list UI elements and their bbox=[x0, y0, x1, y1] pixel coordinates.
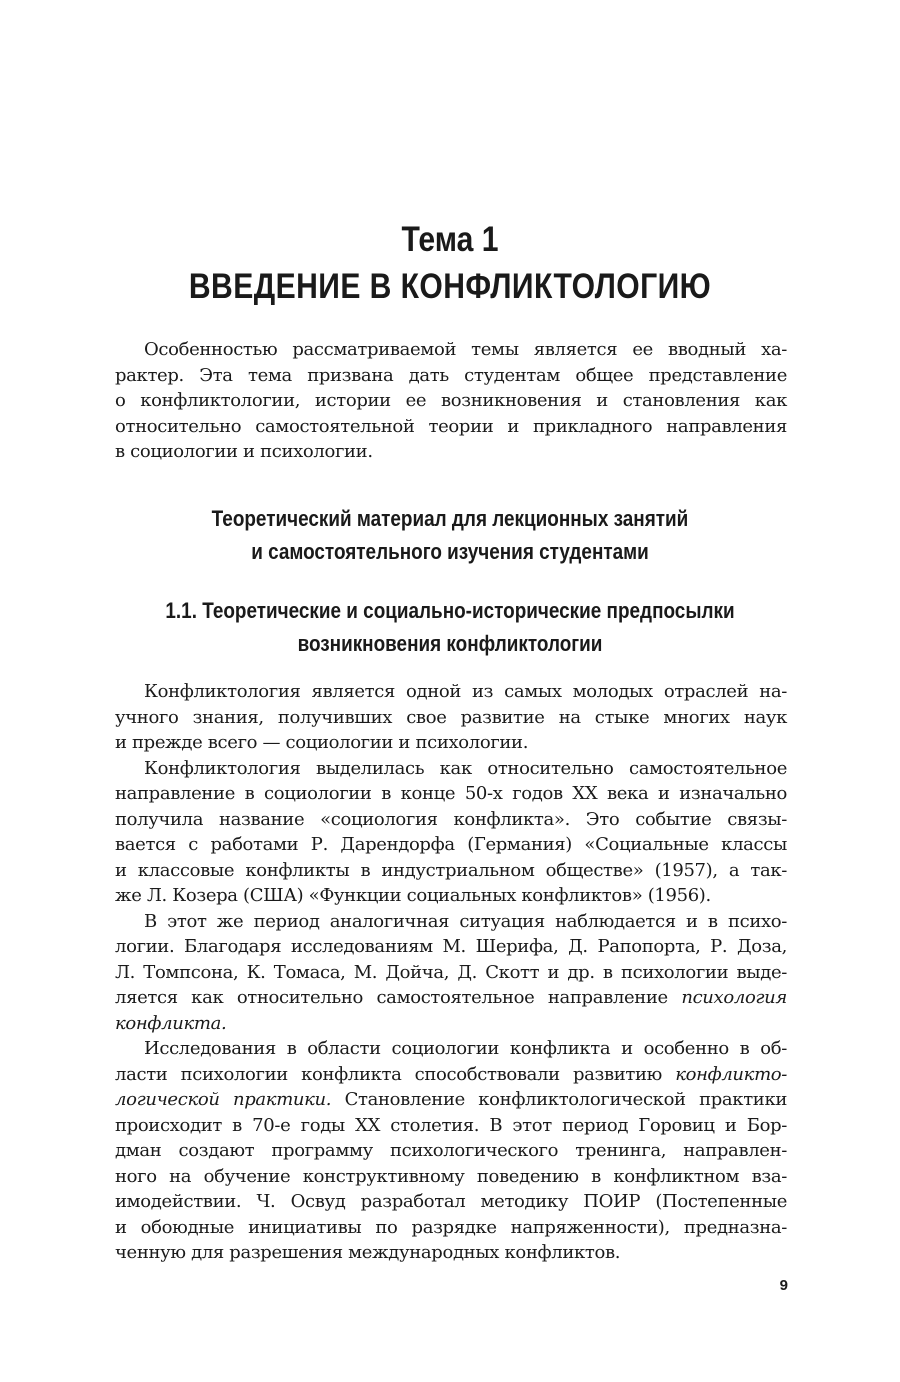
text-segment: ляется как относительно самостоятельное направление bbox=[115, 987, 668, 1008]
text-line bbox=[115, 985, 787, 1011]
text-line: Конфликтология выделилась как относительно самостоятельное bbox=[144, 757, 787, 779]
text-line: вается с работами Р. Дарендорфа (Германия) «Социальные классы bbox=[115, 834, 787, 855]
text-line: В этот же период аналогичная ситуация наблюдается и в психо- bbox=[144, 910, 787, 932]
text-line: Исследования в области социологии конфликта и особенно в об- bbox=[144, 1038, 787, 1059]
text-line bbox=[115, 1062, 787, 1088]
italic-term: конфликто- bbox=[675, 1063, 788, 1085]
section-heading-line2: и самостоятельного изучения студентами bbox=[251, 539, 649, 564]
text-line: же Л. Козера (США) «Функции социальных конфликтов» (1956). bbox=[115, 885, 711, 906]
text-line: Особенностью рассматриваемой темы является ее вводный ха- bbox=[144, 339, 787, 360]
intro-paragraph bbox=[115, 337, 787, 465]
italic-term: конфликта. bbox=[115, 1012, 227, 1034]
subsection-heading-line2: возникновения конфликтологии bbox=[297, 631, 603, 656]
text-line bbox=[115, 1087, 787, 1113]
text-line: о конфликтологии, истории ее возникновения и становления как bbox=[115, 390, 787, 411]
italic-term: психология bbox=[681, 987, 787, 1008]
section-heading-line1: Теоретический материал для лекционных занятий bbox=[211, 506, 689, 531]
text-line: Л. Томпсона, К. Томаса, М. Дойча, Д. Скотт и др. в психологии выде- bbox=[115, 961, 787, 983]
body-paragraphs bbox=[115, 679, 787, 1266]
topic-number: Тема 1 bbox=[401, 220, 499, 259]
text-line: дман создают программу психологического тренинга, направлен- bbox=[115, 1140, 787, 1161]
text-line bbox=[115, 1011, 787, 1037]
text-line: получила название «социология конфликта». Это событие связы- bbox=[115, 808, 787, 830]
text-line: ченную для разрешения международных конфликтов. bbox=[115, 1242, 621, 1263]
text-line: учного знания, получивших свое развитие на стыке многих наук bbox=[115, 706, 787, 728]
text-line: имодействии. Ч. Освуд разработал методику ПОИР (Постепенные bbox=[115, 1191, 787, 1212]
topic-title: ВВЕДЕНИЕ В КОНФЛИКТОЛОГИЮ bbox=[188, 267, 712, 306]
text-segment: Становление конфликтологической практики bbox=[344, 1089, 788, 1110]
text-line: рактер. Эта тема призвана дать студентам общее представление bbox=[115, 364, 787, 386]
text-line: логии. Благодаря исследованиям М. Шерифа, Д. Рапопорта, Р. Доза, bbox=[115, 936, 787, 957]
text-line: Конфликтология является одной из самых молодых отраслей на- bbox=[144, 681, 787, 702]
text-line: и обоюдные инициативы по разрядке напряженности), предназна- bbox=[115, 1216, 787, 1238]
text-line: направление в социологии в конце 50-х годов XX века и изначально bbox=[115, 783, 787, 804]
text-segment: ласти психологии конфликта способствовали развитию bbox=[115, 1063, 662, 1085]
page-number: 9 bbox=[779, 1277, 788, 1294]
text-line: ного на обучение конструктивному поведению в конфликтном вза- bbox=[115, 1165, 787, 1187]
text-line: и классовые конфликты в индустриальном обществе» (1957), а так- bbox=[115, 859, 787, 881]
text-line: относительно самостоятельной теории и прикладного направления bbox=[115, 415, 787, 437]
text-line: происходит в 70-е годы XX столетия. В этот период Горовиц и Бор- bbox=[115, 1114, 787, 1136]
italic-term: логической практики. bbox=[115, 1089, 332, 1110]
text-line: и прежде всего — социологии и психологии. bbox=[115, 732, 529, 753]
subsection-heading-line1: 1.1. Теоретические и социально-исторические предпосылки bbox=[165, 598, 735, 623]
text-line: в социологии и психологии. bbox=[115, 441, 373, 462]
